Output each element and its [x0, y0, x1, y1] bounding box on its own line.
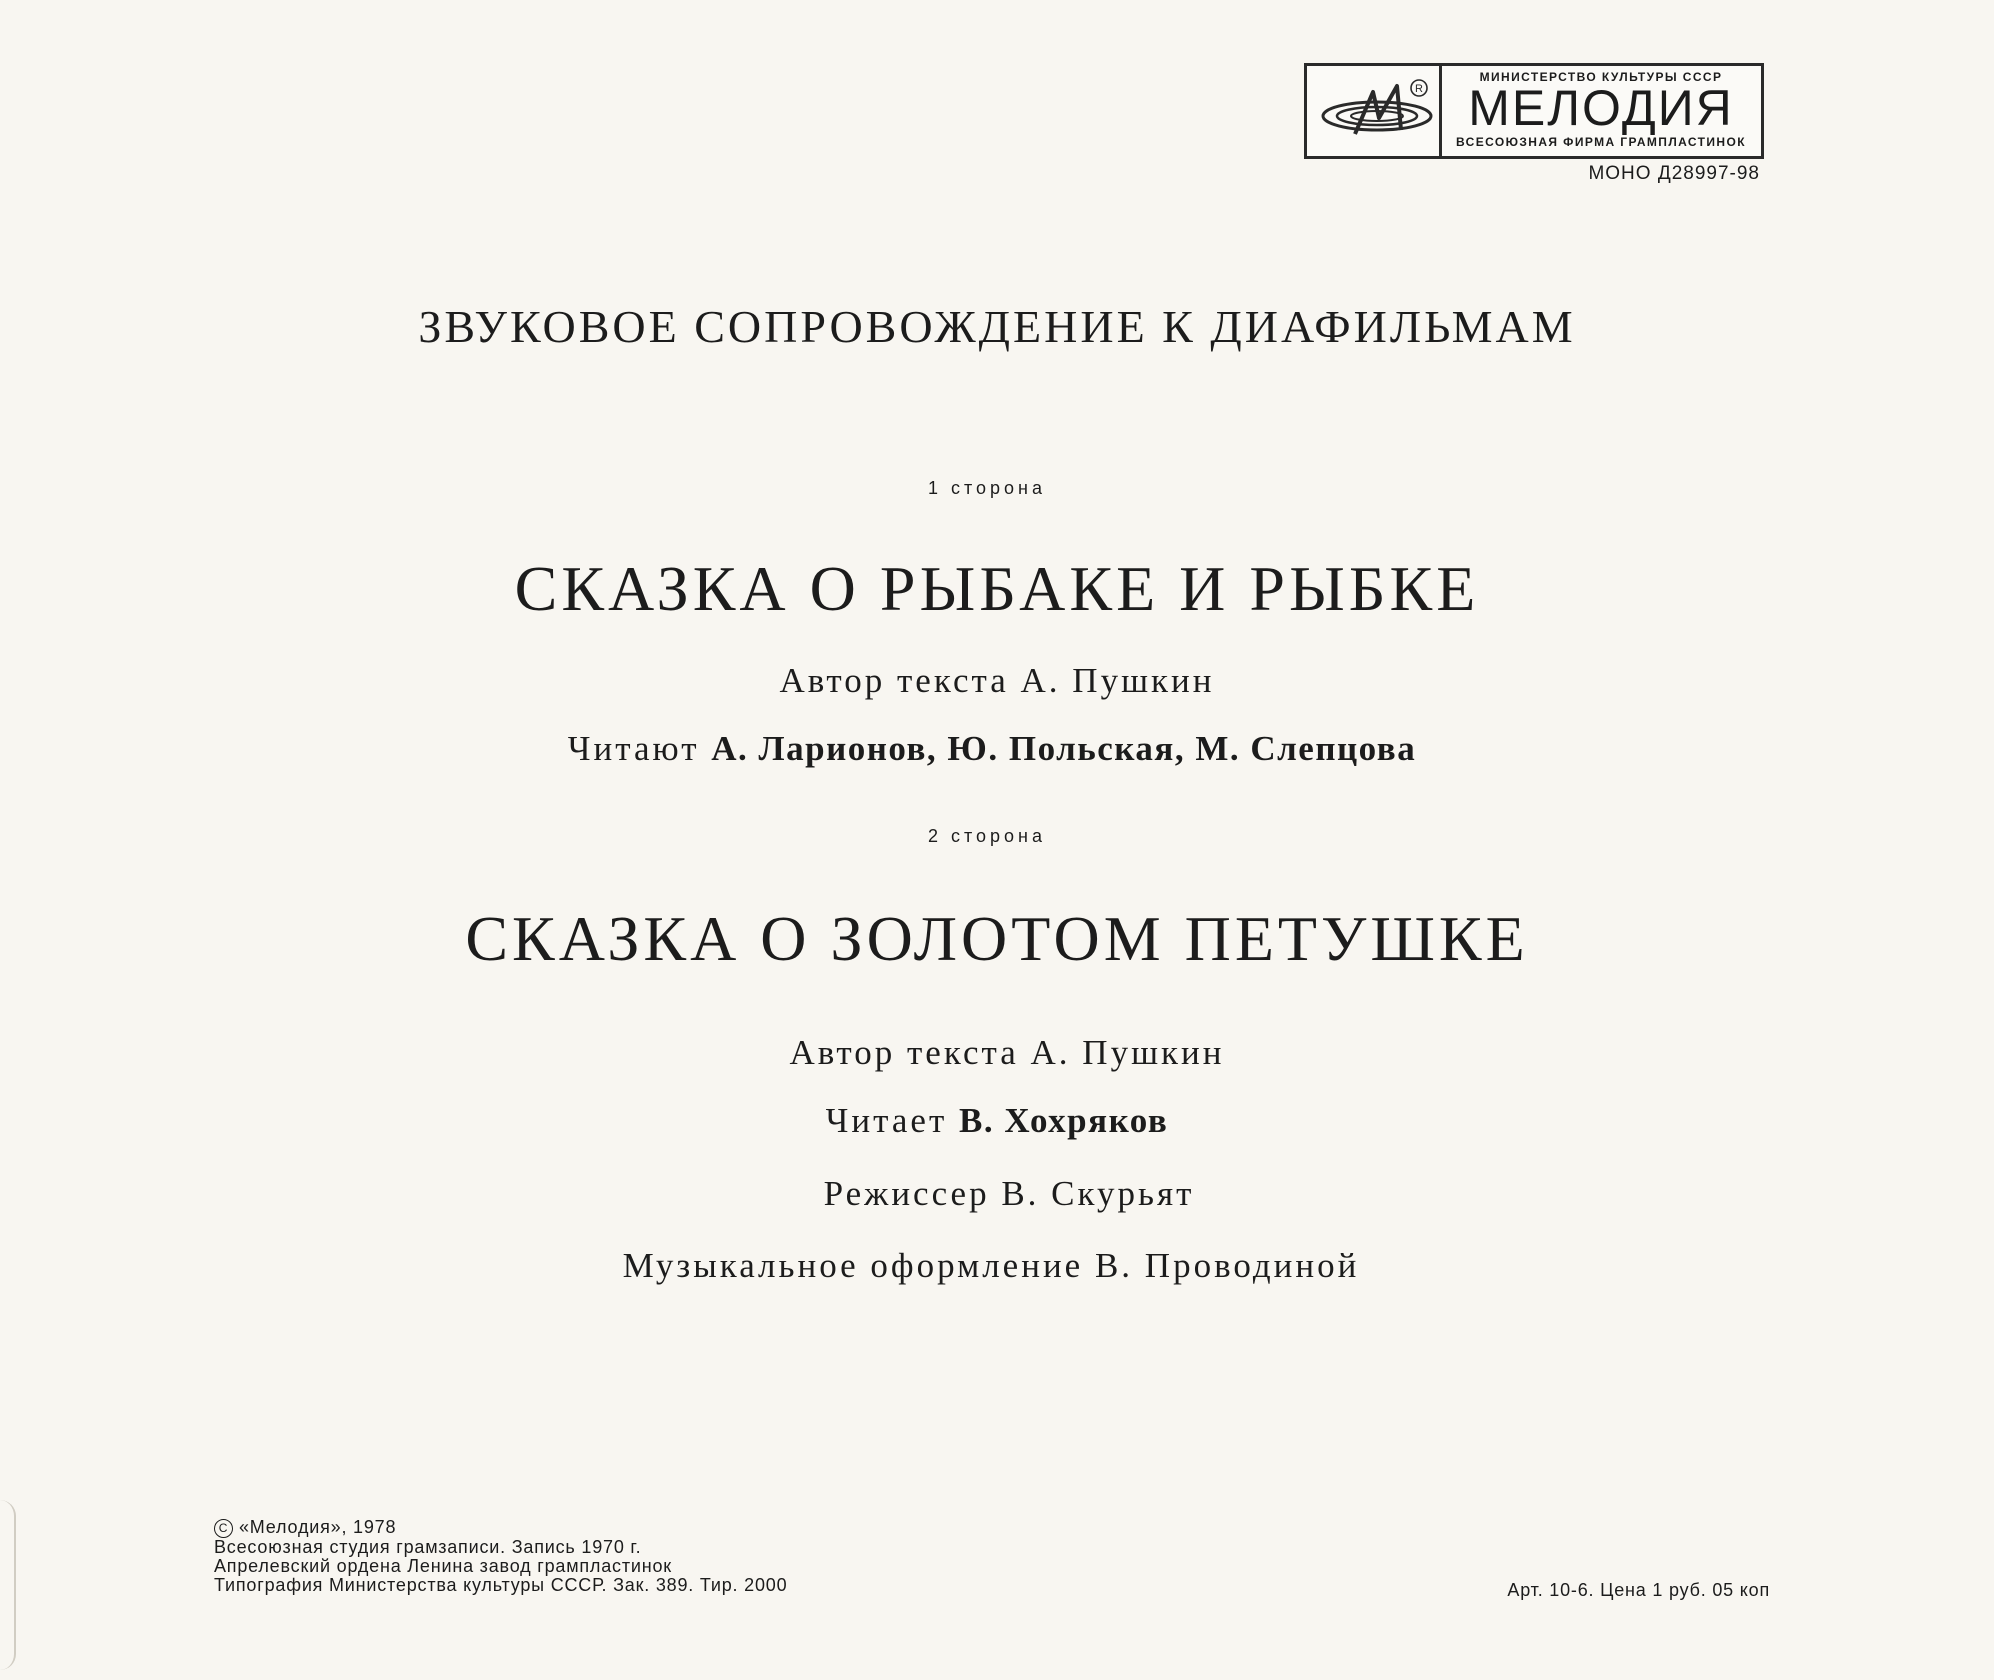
- side1-readers: [0, 729, 1989, 769]
- side2-reader: [0, 1101, 1994, 1141]
- credits-studio: Всесоюзная студия грамзаписи. Запись 1970 г.: [214, 1536, 642, 1557]
- melodiya-emblem-icon: [1315, 74, 1435, 148]
- credits-block: [214, 1518, 787, 1595]
- logo-company-text: ВСЕСОЮЗНАЯ ФИРМА ГРАМПЛАСТИНОК: [1456, 135, 1746, 149]
- sleeve-edge: [0, 1500, 16, 1670]
- svg-text:R: R: [1415, 83, 1423, 95]
- series-title: ЗВУКОВОЕ СОПРОВОЖДЕНИЕ К ДИАФИЛЬМАМ: [418, 301, 1576, 352]
- logo-brand-text: МЕЛОДИЯ: [1468, 80, 1734, 136]
- side2-title: СКАЗКА О ЗОЛОТОМ ПЕТУШКЕ: [465, 903, 1529, 974]
- side1-label: 1 сторона: [927, 478, 1047, 498]
- price-line: Арт. 10-6. Цена 1 руб. 05 коп: [1507, 1580, 1770, 1600]
- side1-readers-prefix: Читают: [567, 729, 700, 768]
- credits-plant: Апрелевский ордена Ленина завод грампластинок: [214, 1555, 672, 1576]
- side2-label: 2 сторона: [927, 826, 1047, 846]
- side1-readers-names: А. Ларионов, Ю. Польская, М. Слепцова: [711, 729, 1417, 768]
- credits-printing: Типография Министерства культуры СССР. Зак. 389. Тир. 2000: [214, 1574, 788, 1595]
- side2-reader-prefix: Читает: [825, 1101, 948, 1140]
- side2-author: Автор текста А. Пушкин: [789, 1033, 1225, 1072]
- side1-title: СКАЗКА О РЫБАКЕ И РЫБКЕ: [514, 553, 1480, 624]
- logo-ministry-text: МИНИСТЕРСТВО КУЛЬТУРЫ СССР: [1479, 70, 1723, 84]
- side1-author: Автор текста А. Пушкин: [779, 661, 1215, 700]
- credits-copyright-line: [214, 1518, 787, 1538]
- logo-divider: [1439, 66, 1442, 156]
- side2-reader-name: В. Хохряков: [959, 1101, 1169, 1140]
- catalog-number: МОНО Д28997-98: [1588, 163, 1760, 184]
- side2-music: Музыкальное оформление В. Проводиной: [622, 1246, 1360, 1285]
- credits-copyright: «Мелодия», 1978: [239, 1517, 397, 1537]
- copyright-icon: C: [214, 1519, 233, 1538]
- melodiya-logo: [1304, 63, 1764, 159]
- side2-director: Режиссер В. Скурьят: [823, 1174, 1195, 1213]
